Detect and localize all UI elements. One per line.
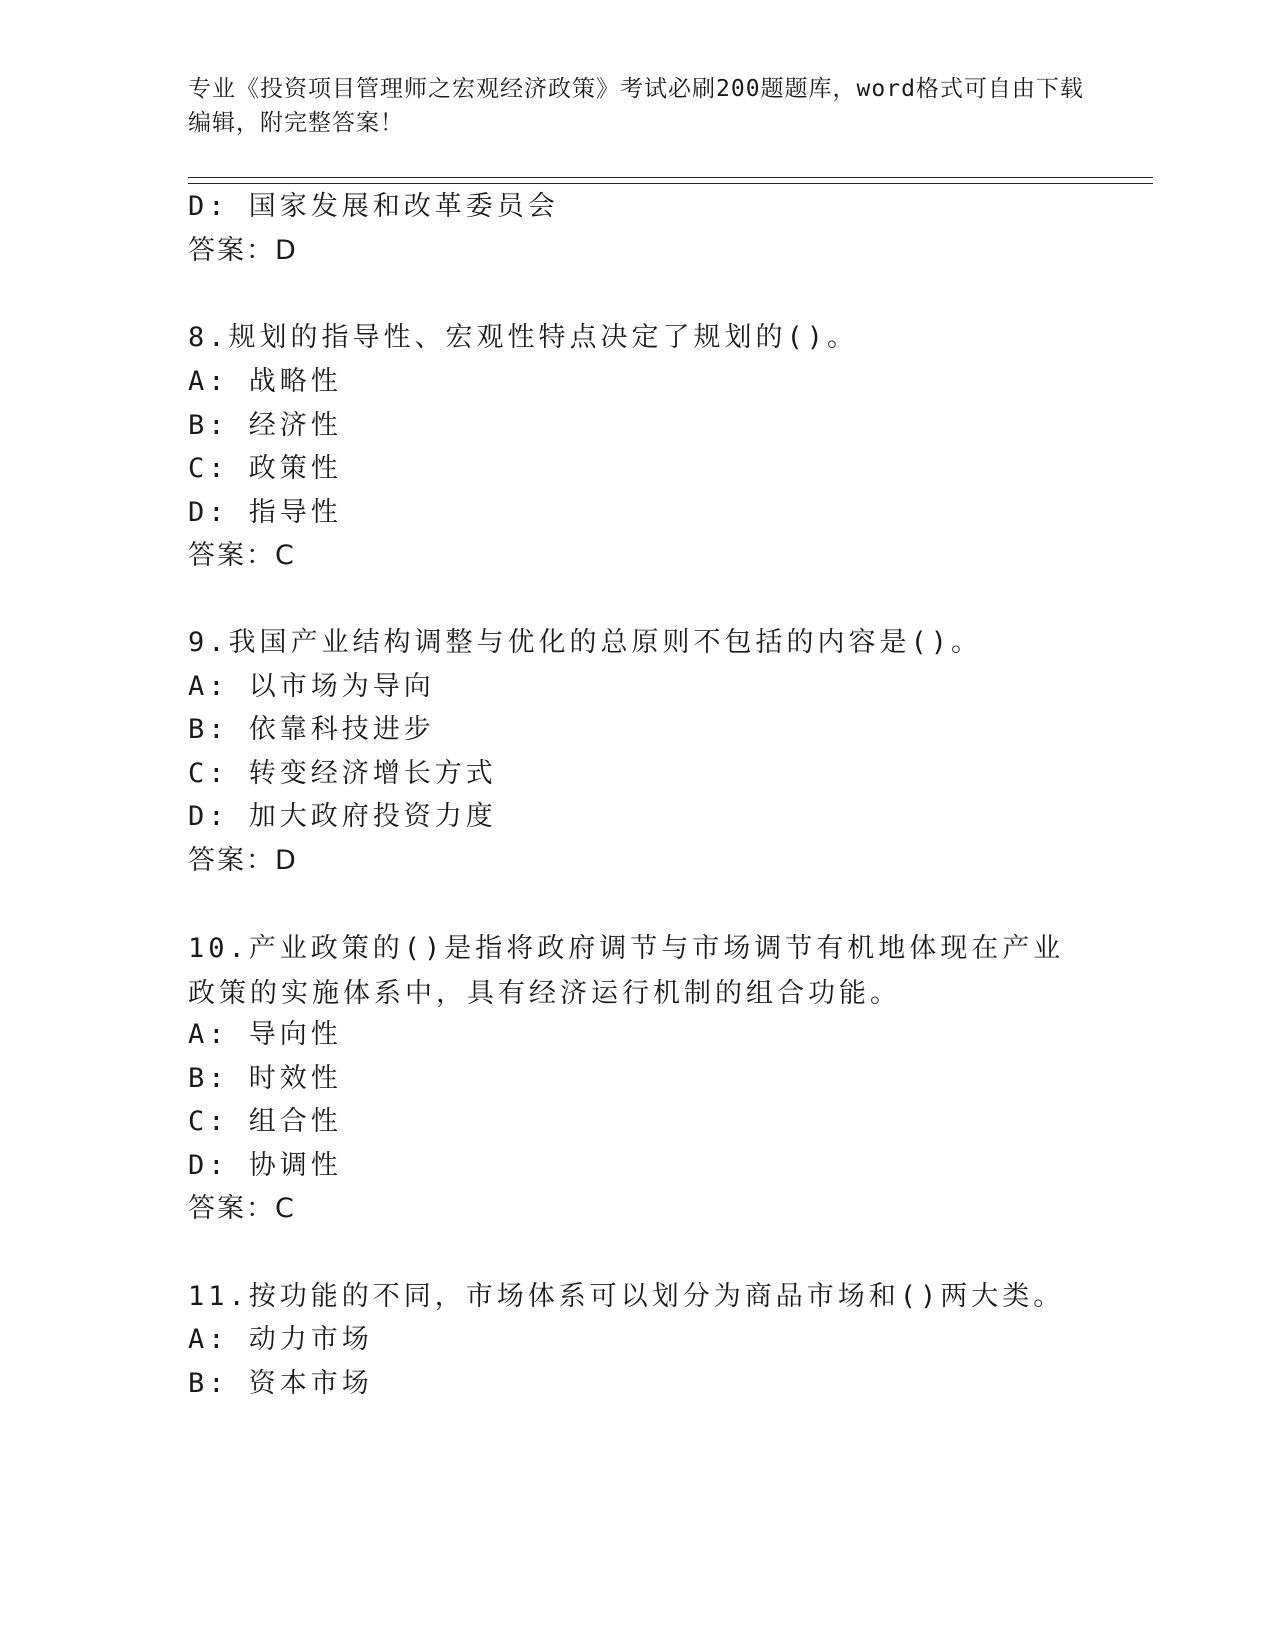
question-8-option-a: A: 战略性 [188,366,342,397]
question-9-option-d: D: 加大政府投资力度 [188,801,497,832]
question-8-option-d: D: 指导性 [188,497,342,528]
question-8-option-c: C: 政策性 [188,453,342,484]
question-9-answer: 答案：D [188,845,298,876]
header-rule-bottom [188,183,1153,184]
prev-answer: 答案：D [188,235,298,266]
header-rule-top [188,177,1153,178]
question-11-option-a: A: 动力市场 [188,1324,373,1355]
question-10-option-b: B: 时效性 [188,1063,342,1094]
question-10-answer: 答案：C [188,1193,296,1224]
question-9-stem: 9.我国产业结构调整与优化的总原则不包括的内容是()。 [188,627,983,658]
question-8-stem: 8.规划的指导性、宏观性特点决定了规划的()。 [188,322,859,353]
question-10-stem: 10.产业政策的()是指将政府调节与市场调节有机地体现在产业政策的实施体系中，具有经济运行机制的组合功能。 [188,933,1065,1009]
prev-option-d: D: 国家发展和改革委员会 [188,191,559,222]
question-10-option-c: C: 组合性 [188,1106,342,1137]
question-11-option-b: B: 资本市场 [188,1368,373,1399]
question-11-stem: 11.按功能的不同，市场体系可以划分为商品市场和()两大类。 [188,1281,1065,1312]
question-9-option-a: A: 以市场为导向 [188,671,435,702]
question-9-option-c: C: 转变经济增长方式 [188,758,497,789]
question-8-answer: 答案：C [188,540,296,571]
document-header: 专业《投资项目管理师之宏观经济政策》考试必刷200题题库，word格式可自由下载编辑，附完整答案！ [188,76,1084,136]
question-8-option-b: B: 经济性 [188,410,342,441]
question-10-option-d: D: 协调性 [188,1150,342,1181]
question-10-option-a: A: 导向性 [188,1019,342,1050]
question-9-option-b: B: 依靠科技进步 [188,714,435,745]
